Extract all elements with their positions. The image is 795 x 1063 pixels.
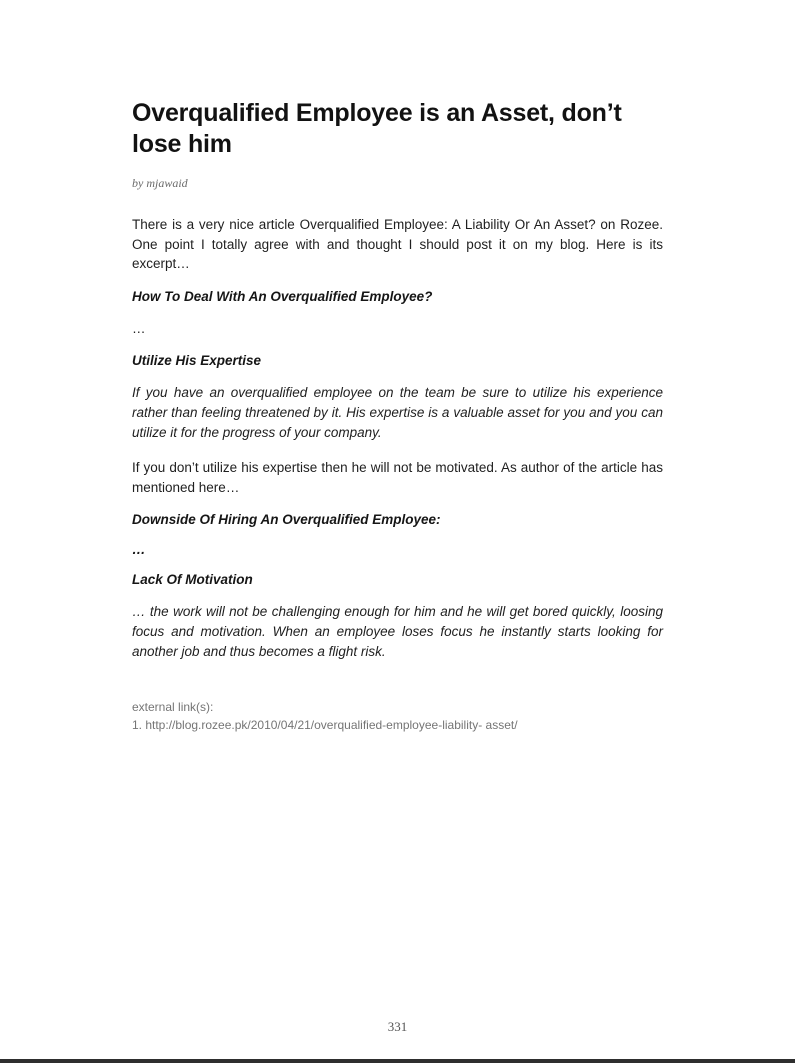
section-heading-lack-of-motivation: Lack Of Motivation xyxy=(132,572,253,588)
page-title: Overqualified Employee is an Asset, don’t lose him xyxy=(132,99,622,158)
page-number: 331 xyxy=(387,1019,408,1034)
article-content xyxy=(132,98,663,734)
quote-flight-risk: … the work will not be challenging enough for him and he will get bored quickly, loosing focus and motivation. When an employee loses focus he instantly starts looking for another job and thus becomes a flight risk. xyxy=(132,604,663,660)
page-bottom-edge xyxy=(0,1059,795,1063)
paragraph-motivation: If you don’t utilize his expertise then he will not be motivated. As author of the article has mentioned here… xyxy=(132,460,663,495)
ellipsis-paragraph: … xyxy=(132,320,146,336)
paragraph-intro: There is a very nice article Overqualified Employee: A Liability Or An Asset? on Rozee. One point I totally agree with and thought I should post it on my blog. Here is its excerpt… xyxy=(132,217,663,272)
external-links-section xyxy=(132,698,663,734)
external-link[interactable]: 1. http://blog.rozee.pk/2010/04/21/overqualified-employee-liability- asset/ xyxy=(132,718,518,733)
section-heading-utilize: Utilize His Expertise xyxy=(132,353,262,369)
external-links-label: external link(s): xyxy=(132,700,214,715)
section-heading-deal: How To Deal With An Overqualified Employee? xyxy=(132,288,433,304)
ellipsis-heading: … xyxy=(132,542,146,558)
byline: by mjawaid xyxy=(132,176,188,190)
section-heading-downside: Downside Of Hiring An Overqualified Employee: xyxy=(132,512,441,528)
quote-utilize: If you have an overqualified employee on the team be sure to utilize his experience rather than feeling threatened by it. His expertise is a valuable asset for you and you can utilize it for the progress of your company. xyxy=(132,385,663,441)
